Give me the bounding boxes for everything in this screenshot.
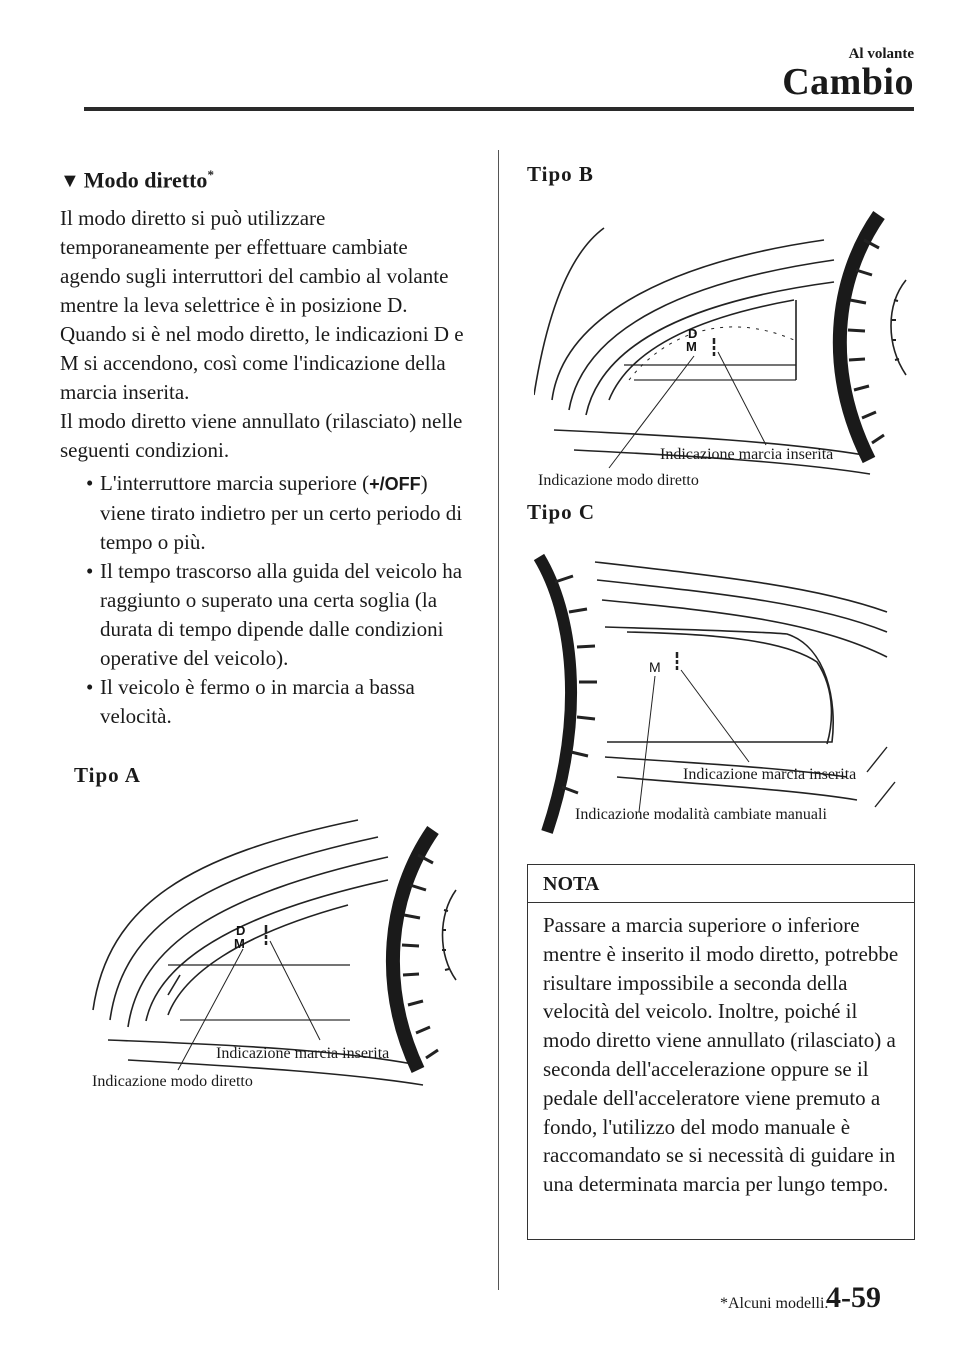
header-rule [84,107,914,111]
note-text: Passare a marcia superiore o inferiore mentre è inserito il modo diretto, potrebbe risultare impossibile a seconda della velocità del veicolo. Inoltre, poiché il modo diretto viene annullato (rilasciato) a seconda dell'accelerazione oppure se il pedale dell'acceleratore viene premuto a fondo, l'utilizzo del modo manuale è raccomandato se si necessità di guidare in una determinata marcia per lungo tempo. [543,913,899,1197]
callout-direct-mode: Indicazione modo diretto [538,472,699,489]
figure-type-c [527,552,907,842]
type-b-label: Tipo B [527,162,594,186]
m-indicator-letter: M [649,659,661,675]
header-section-label: Al volante [848,46,914,62]
m-indicator-letter: M [686,339,697,354]
asterisk-mark: * [207,167,214,182]
list-item-text: ) viene tirato indietro per un certo periodo di tempo o più. [100,471,463,555]
type-c-label: Tipo C [527,500,596,524]
m-indicator-letter: M [234,936,245,951]
callout-manual-mode: Indicazione modalità cambiate manuali [575,806,827,823]
bullet-icon: • [86,471,94,496]
page-number: 4-59 [826,1281,881,1314]
column-divider [498,150,499,1290]
callout-direct-mode: Indicazione modo diretto [92,1073,253,1090]
list-item [60,557,472,673]
type-a-label: Tipo A [74,763,141,787]
list-item [60,673,472,731]
upshift-switch-symbol: +/OFF [369,474,421,495]
list-item-text: Il veicolo è fermo o in marcia a bassa velocità. [100,675,415,729]
paragraph: Il modo diretto viene annullato (rilasciato) nelle seguenti condizioni. [60,409,463,463]
figure-type-b [534,200,914,495]
note-box [527,864,915,1240]
condition-list [60,469,472,731]
page-title: Cambio [782,61,914,103]
left-column [60,160,472,731]
paragraph: Quando si è nel modo diretto, le indicazioni D e M si accendono, così come l'indicazione della marcia inserita. [60,322,464,405]
paragraph: Il modo diretto si può utilizzare temporaneamente per effettuare cambiate agendo sugli interruttori del cambio al volante mentre la leva selettrice è in posizione D. [60,206,449,318]
section-heading [60,160,472,196]
d-indicator-letter: D [236,923,246,938]
callout-gear-position: Indicazione marcia inserita [660,446,834,463]
note-title: NOTA [528,865,914,903]
triangle-marker-icon: ▼ [60,170,80,193]
section-heading-text: Modo diretto [83,167,208,193]
bullet-icon: • [86,675,94,700]
callout-gear-position: Indicazione marcia inserita [216,1045,390,1062]
footnote: *Alcuni modelli. [720,1295,829,1312]
figure-type-a [88,815,458,1095]
callout-gear-position: Indicazione marcia inserita [683,766,857,783]
list-item-text: L'interruttore marcia superiore ( [100,471,370,496]
bullet-icon: • [86,559,94,584]
list-item [60,469,472,557]
list-item-text: Il tempo trascorso alla guida del veicolo ha raggiunto o superato una certa soglia (la durata di tempo dipende dalle condizioni operative del veicolo). [100,559,463,671]
d-indicator-letter: D [688,326,698,341]
